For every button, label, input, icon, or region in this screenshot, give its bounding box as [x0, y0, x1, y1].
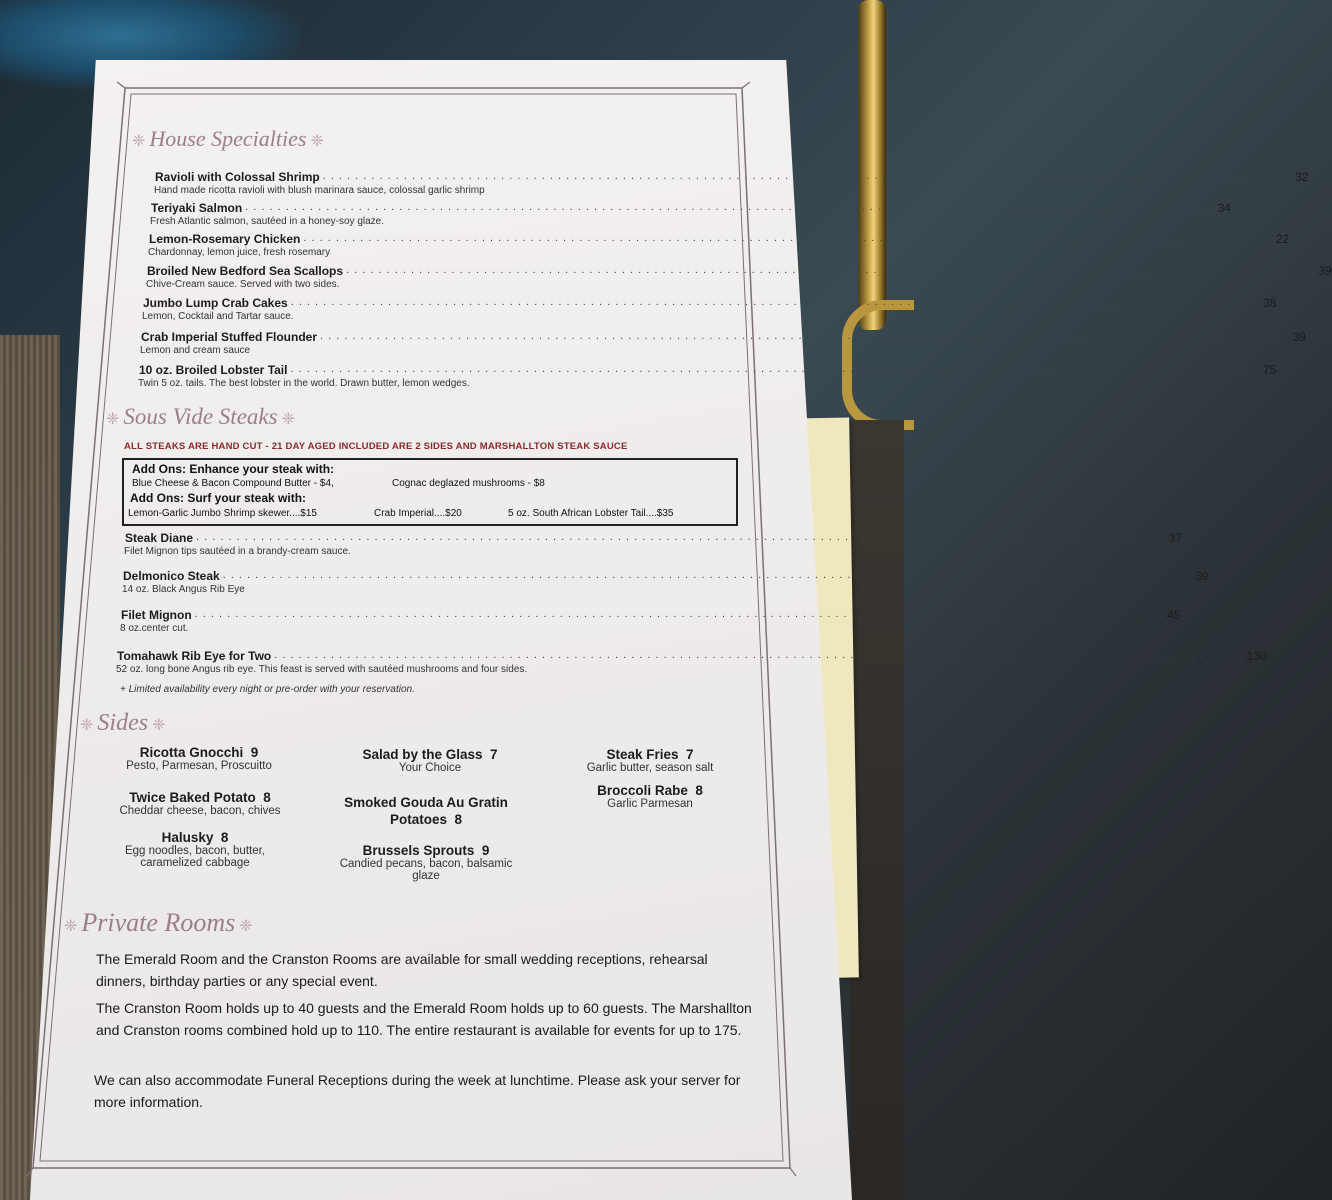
addon-item: Crab Imperial....$20	[374, 508, 462, 519]
item-name: Tomahawk Rib Eye for Two	[117, 649, 272, 663]
item-desc: Filet Mignon tips sautéed in a brandy-cream sauce.	[124, 546, 351, 557]
menu-item	[139, 363, 1277, 377]
ornament-icon: ❈	[106, 411, 120, 428]
addon-heading: Add Ons: Surf your steak with:	[130, 491, 307, 505]
item-name: Lemon-Rosemary Chicken	[149, 232, 301, 246]
leader-dots: . . . . . . . . . . . . . . . . . . . . . . . . . . . . . . . . . . . . . . . . . . . . . . . . . . . . . . . . . . . . . . . . . . . . . . . . . . . . . . . . . . . . . . . . . . . . . . . . . . . . . . . . . . . . . . . . . . . . . . . .	[320, 330, 1290, 342]
item-desc: 8 oz.center cut.	[120, 623, 189, 634]
side-steak-fries	[560, 747, 740, 774]
leader-dots: . . . . . . . . . . . . . . . . . . . . . . . . . . . . . . . . . . . . . . . . . . . . . . . . . . . . . . . . . . . . . . . . . . . . . . . . . . . . . . . . . . . . . . . . . . . . . . . . . . . . . . . . . . . . . . . . . . . . . . . .	[290, 363, 1260, 375]
item-desc: Chardonnay, lemon juice, fresh rosemary	[148, 247, 331, 258]
side-name: Steak Fries	[606, 747, 679, 762]
item-name: Steak Diane	[125, 531, 194, 545]
side-desc: Your Choice	[398, 762, 462, 774]
leader-dots: . . . . . . . . . . . . . . . . . . . . . . . . . . . . . . . . . . . . . . . . . . . . . . . . . . . . . . . . . . . . . . . . . . . . . . . . . . . . . . . . . . . . . . . . . . . . . . . . . . . . . . . . . . . . . . . . . . . . . . . .	[222, 569, 1193, 581]
ornament-icon: ❈	[64, 918, 78, 935]
leader-dots: . . . . . . . . . . . . . . . . . . . . . . . . . . . . . . . . . . . . . . . . . . . . . . . . . . . . . . . . . . . . . . . . . . . . . . . . . . . . . . . . . . . . . . . . . . . . . . . . . . . . . . . . . . . . . . . . . . . . . . . .	[346, 264, 1316, 276]
item-desc: Hand made ricotta ravioli with blush marinara sauce, colossal garlic shrimp	[154, 185, 485, 196]
rooms-paragraph-3: We can also accommodate Funeral Receptions during the week at lunchtime. Please ask your server for more information.	[94, 1072, 741, 1110]
item-price: 34	[1217, 201, 1231, 215]
item-price: 32	[1295, 170, 1309, 184]
side-price: 8	[454, 812, 463, 827]
section-title-steaks	[102, 404, 299, 430]
menu-item	[141, 330, 1306, 344]
side-twice-baked-potato	[100, 790, 300, 817]
item-price: 130	[1246, 649, 1267, 663]
side-price: 9	[250, 745, 259, 760]
menu-item	[123, 569, 1209, 583]
leader-dots: . . . . . . . . . . . . . . . . . . . . . . . . . . . . . . . . . . . . . . . . . . . . . . . . . . . . . . . . . . . . . . . . . . . . . . . . . . . . . . . . . . . . . . . . . . . . . . . . . . . . . . . . . . . . . . . . . . . . . . . .	[196, 531, 1166, 543]
item-price: 39	[1195, 569, 1209, 583]
side-desc: Garlic butter, season salt	[586, 762, 714, 774]
rooms-paragraph-1: The Emerald Room and the Cranston Rooms are available for small wedding receptions, rehearsal dinners, birthday parties or any special event.	[96, 951, 708, 989]
item-name: Ravioli with Colossal Shrimp	[155, 170, 320, 184]
side-name: Halusky	[161, 830, 214, 845]
side-ricotta-gnocchi	[104, 745, 294, 772]
side-name: Broccoli Rabe	[597, 783, 688, 798]
item-desc: Fresh Atlantic salmon, sautéed in a honey-soy glaze.	[150, 216, 385, 227]
item-price: 39	[1292, 330, 1306, 344]
section-title-text: Private Rooms	[81, 908, 236, 937]
side-desc: Egg noodles, bacon, butter,	[124, 845, 266, 857]
ornament-icon: ❈	[80, 717, 94, 734]
ornament-icon: ❈	[310, 133, 324, 150]
side-name: Twice Baked Potato	[129, 790, 256, 805]
side-name: Ricotta Gnocchi	[139, 745, 244, 760]
item-desc: Twin 5 oz. tails. The best lobster in the world. Drawn butter, lemon wedges.	[138, 378, 470, 389]
item-desc: Lemon and cream sauce	[140, 345, 251, 356]
side-price: 8	[695, 783, 703, 798]
side-desc: Cheddar cheese, bacon, chives	[119, 805, 281, 817]
addons-box	[122, 458, 738, 526]
menu-item	[143, 296, 1277, 310]
addon-item: Lemon-Garlic Jumbo Shrimp skewer....$15	[128, 508, 317, 519]
side-name: Brussels Sprouts	[362, 843, 475, 858]
section-title-sides	[76, 710, 169, 737]
side-price: 9	[481, 843, 490, 858]
section-title-text: House Specialties	[149, 126, 307, 151]
item-price: 38	[1263, 296, 1277, 310]
addon-item: Blue Cheese & Bacon Compound Butter - $4,	[132, 478, 334, 489]
menu-item	[121, 608, 1181, 622]
rooms-paragraph-2: The Cranston Room holds up to 40 guests and the Emerald Room holds up to 60 guests. The Marshallton and Cranston rooms combined hold up to 110. The entire restaurant is available for events for up to 175.	[96, 1000, 752, 1038]
section-title-text: Sous Vide Steaks	[123, 404, 278, 429]
leader-dots: . . . . . . . . . . . . . . . . . . . . . . . . . . . . . . . . . . . . . . . . . . . . . . . . . . . . . . . . . . . . . . . . . . . . . . . . . . . . . . . . . . . . . . . . . . . . . . . . . . . . . . . . . . . . . . . . . . . . . . . .	[303, 232, 1273, 244]
item-price: 22	[1275, 232, 1290, 246]
side-halusky	[100, 830, 290, 869]
side-gouda-au-gratin	[326, 795, 526, 827]
item-desc: Chive-Cream sauce. Served with two sides.	[146, 279, 340, 290]
steaks-note: ALL STEAKS ARE HAND CUT - 21 DAY AGED INCLUDED ARE 2 SIDES AND MARSHALLTON STEAK SAUCE	[124, 441, 628, 452]
side-salad-by-the-glass	[330, 747, 530, 774]
side-broccoli-rabe	[560, 783, 740, 810]
side-name: Smoked Gouda Au Gratin	[344, 795, 508, 810]
side-name: Potatoes	[389, 812, 447, 827]
item-price: 75	[1262, 363, 1277, 377]
item-name: Teriyaki Salmon	[151, 201, 243, 215]
side-price: 8	[220, 830, 229, 845]
menu-item	[125, 531, 1182, 545]
menu-item	[155, 170, 1309, 184]
menu-item	[117, 649, 1267, 663]
menu-item	[151, 201, 1231, 215]
addon-item: 5 oz. South African Lobster Tail....$35	[508, 508, 674, 519]
side-price: 8	[263, 790, 271, 805]
leader-dots: . . . . . . . . . . . . . . . . . . . . . . . . . . . . . . . . . . . . . . . . . . . . . . . . . . . . . . . . . . . . . . . . . . . . . . . . . . . . . . . . . . . . . . . . . . . . . . . . . . . . . . . . . . . . . . . . . . . . . . . .	[194, 608, 1165, 620]
addon-item: Cognac deglazed mushrooms - $8	[392, 478, 545, 489]
item-desc: Lemon, Cocktail and Tartar sauce.	[142, 311, 294, 322]
tomahawk-note: + Limited availability every night or pre-order with your reservation.	[120, 684, 415, 695]
side-price: 7	[686, 747, 694, 762]
item-name: 10 oz. Broiled Lobster Tail	[139, 363, 288, 377]
ornament-icon: ❈	[152, 717, 166, 734]
item-price: 39	[1318, 264, 1332, 278]
item-desc: 14 oz. Black Angus Rib Eye	[122, 584, 245, 595]
side-desc: Pesto, Parmesan, Proscuitto	[126, 760, 272, 772]
side-desc: glaze	[412, 870, 440, 882]
side-desc: Garlic Parmesan	[607, 798, 693, 810]
menu-item	[147, 264, 1332, 278]
item-price: 45	[1167, 608, 1181, 622]
ornament-icon: ❈	[281, 411, 295, 428]
addon-heading: Add Ons: Enhance your steak with:	[132, 462, 335, 476]
item-name: Filet Mignon	[121, 608, 192, 622]
item-name: Broiled New Bedford Sea Scallops	[147, 264, 344, 278]
side-brussels-sprouts	[326, 843, 526, 882]
ornament-icon: ❈	[239, 918, 253, 935]
leader-dots: . . . . . . . . . . . . . . . . . . . . . . . . . . . . . . . . . . . . . . . . . . . . . . . . . . . . . . . . . . . . . . . . . . . . . . . . . . . . . . . . . . . . . . . . . . . . . . . . . . . . . . . . . . . . . . . . . . . . . . . .	[322, 170, 1293, 182]
menu-item	[149, 232, 1290, 246]
side-name: Salad by the Glass	[362, 747, 483, 762]
section-title-text: Sides	[97, 710, 149, 736]
leader-dots: . . . . . . . . . . . . . . . . . . . . . . . . . . . . . . . . . . . . . . . . . . . . . . . . . . . . . . . . . . . . . . . . . . . . . . . . . . . . . . . . . . . . . . . . . . . . . . . . . . . . . . . . . . . . . . . . . . . . . . . .	[290, 296, 1261, 308]
side-price: 7	[490, 747, 498, 762]
ornament-icon: ❈	[132, 133, 146, 150]
side-desc: Candied pecans, bacon, balsamic	[339, 858, 513, 870]
item-price: 37	[1168, 531, 1182, 545]
section-title-specialties	[128, 126, 328, 152]
side-desc: caramelized cabbage	[140, 857, 250, 869]
item-desc: 52 oz. long bone Angus rib eye. This feast is served with sautéed mushrooms and four sides.	[116, 664, 528, 675]
item-name: Delmonico Steak	[123, 569, 220, 583]
item-name: Crab Imperial Stuffed Flounder	[141, 330, 318, 344]
section-title-rooms	[60, 908, 257, 938]
leader-dots: . . . . . . . . . . . . . . . . . . . . . . . . . . . . . . . . . . . . . . . . . . . . . . . . . . . . . . . . . . . . . . . . . . . . . . . . . . . . . . . . . . . . . . . . . . . . . . . . . . . . . . . . . . . . . . . . . . . . . . . .	[245, 201, 1215, 213]
item-name: Jumbo Lump Crab Cakes	[143, 296, 288, 310]
leader-dots: . . . . . . . . . . . . . . . . . . . . . . . . . . . . . . . . . . . . . . . . . . . . . . . . . . . . . . . . . . . . . . . . . . . . . . . . . . . . . . . . . . . . . . . . . . . . . . . . . . . . . . . . . . . . . . . . . . . . . . . .	[274, 649, 1244, 661]
